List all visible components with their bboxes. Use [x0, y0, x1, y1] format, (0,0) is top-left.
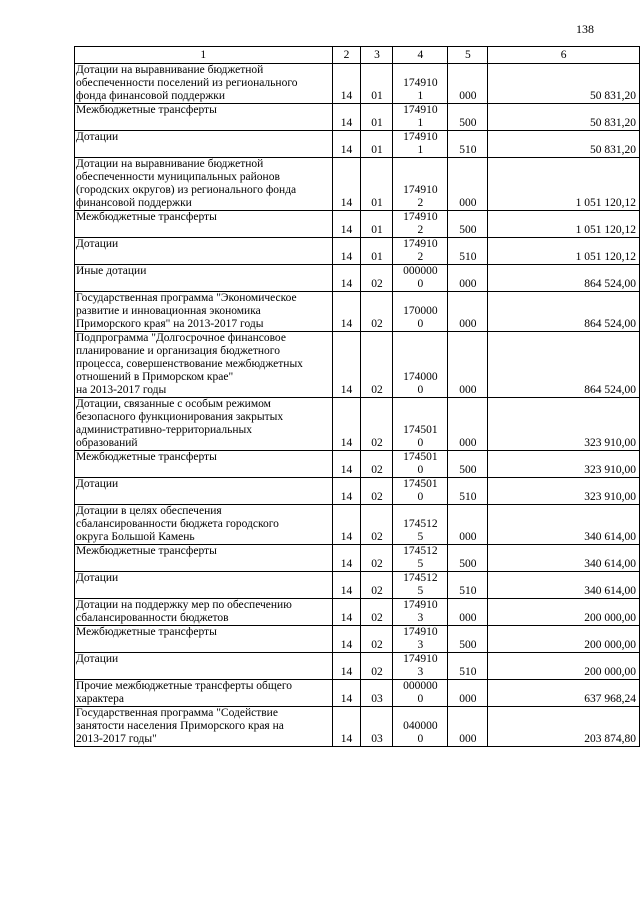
- row-name-cell: Прочие межбюджетные трансферты общего характера: [75, 680, 333, 707]
- row-section-cell: 14: [332, 653, 361, 680]
- row-target-code-cell: 174910 2: [393, 211, 448, 238]
- header-col-2: 2: [332, 47, 361, 64]
- row-subsection-cell: 02: [361, 653, 393, 680]
- row-subsection-cell: 03: [361, 707, 393, 747]
- row-target-code-cell: 174501 0: [393, 478, 448, 505]
- row-section-cell: 14: [332, 238, 361, 265]
- row-target-code-cell: 040000 0: [393, 707, 448, 747]
- row-target-code-cell: 174501 0: [393, 398, 448, 451]
- row-subsection-cell: 01: [361, 211, 393, 238]
- table-row: [75, 238, 640, 265]
- table-row: [75, 292, 640, 332]
- row-target-code-cell: 170000 0: [393, 292, 448, 332]
- row-section-cell: 14: [332, 505, 361, 545]
- row-amount-cell: 1 051 120,12: [488, 238, 640, 265]
- row-section-cell: 14: [332, 64, 361, 104]
- row-name-cell: Дотации в целях обеспечения сбалансированности бюджета городского округа Большой Камень: [75, 505, 333, 545]
- row-expense-type-cell: 510: [448, 653, 488, 680]
- table-row: [75, 211, 640, 238]
- row-section-cell: 14: [332, 626, 361, 653]
- row-amount-cell: 50 831,20: [488, 104, 640, 131]
- row-section-cell: 14: [332, 451, 361, 478]
- table-row: [75, 398, 640, 451]
- table-row: [75, 572, 640, 599]
- header-col-5: 5: [448, 47, 488, 64]
- row-name-cell: Государственная программа "Экономическое развитие и инновационная экономика Приморского края" на 2013-2017 годы: [75, 292, 333, 332]
- row-subsection-cell: 02: [361, 292, 393, 332]
- row-section-cell: 14: [332, 398, 361, 451]
- table-row: [75, 64, 640, 104]
- row-subsection-cell: 02: [361, 599, 393, 626]
- row-expense-type-cell: 500: [448, 104, 488, 131]
- row-expense-type-cell: 000: [448, 292, 488, 332]
- table-row: [75, 131, 640, 158]
- row-subsection-cell: 02: [361, 265, 393, 292]
- table-header-row: [75, 47, 640, 64]
- row-target-code-cell: 174512 5: [393, 572, 448, 599]
- row-name-cell: Межбюджетные трансферты: [75, 626, 333, 653]
- row-expense-type-cell: 500: [448, 626, 488, 653]
- row-subsection-cell: 02: [361, 626, 393, 653]
- row-subsection-cell: 01: [361, 104, 393, 131]
- row-name-cell: Дотации: [75, 572, 333, 599]
- row-target-code-cell: 000000 0: [393, 265, 448, 292]
- header-col-6: 6: [488, 47, 640, 64]
- row-amount-cell: 323 910,00: [488, 451, 640, 478]
- row-name-cell: Дотации на выравнивание бюджетной обеспеченности муниципальных районов (городских округов) из регионального фонда финансовой поддержки: [75, 158, 333, 211]
- row-section-cell: 14: [332, 680, 361, 707]
- budget-table: [74, 46, 640, 747]
- row-name-cell: Межбюджетные трансферты: [75, 451, 333, 478]
- row-name-cell: Иные дотации: [75, 265, 333, 292]
- row-subsection-cell: 01: [361, 238, 393, 265]
- row-name-cell: Межбюджетные трансферты: [75, 104, 333, 131]
- row-target-code-cell: 174910 1: [393, 131, 448, 158]
- row-name-cell: Дотации на выравнивание бюджетной обеспеченности поселений из регионального фонда финансовой поддержки: [75, 64, 333, 104]
- row-section-cell: 14: [332, 104, 361, 131]
- row-expense-type-cell: 500: [448, 211, 488, 238]
- table-row: [75, 680, 640, 707]
- row-expense-type-cell: 000: [448, 707, 488, 747]
- row-subsection-cell: 01: [361, 131, 393, 158]
- table-row: [75, 505, 640, 545]
- row-name-cell: Подпрограмма "Долгосрочное финансовое планирование и организация бюджетного процесса, совершенствование межбюджетных отношений в Приморском крае" на 2013-2017 годы: [75, 332, 333, 398]
- row-amount-cell: 50 831,20: [488, 64, 640, 104]
- row-section-cell: 14: [332, 478, 361, 505]
- row-expense-type-cell: 000: [448, 599, 488, 626]
- row-section-cell: 14: [332, 211, 361, 238]
- row-amount-cell: 864 524,00: [488, 332, 640, 398]
- row-section-cell: 14: [332, 599, 361, 626]
- row-amount-cell: 323 910,00: [488, 478, 640, 505]
- row-name-cell: Дотации: [75, 478, 333, 505]
- row-target-code-cell: 174910 3: [393, 653, 448, 680]
- row-target-code-cell: 174910 3: [393, 599, 448, 626]
- row-section-cell: 14: [332, 572, 361, 599]
- row-name-cell: Межбюджетные трансферты: [75, 211, 333, 238]
- table-row: [75, 158, 640, 211]
- header-col-3: 3: [361, 47, 393, 64]
- row-subsection-cell: 01: [361, 158, 393, 211]
- table-row: [75, 707, 640, 747]
- row-subsection-cell: 02: [361, 545, 393, 572]
- row-target-code-cell: 174000 0: [393, 332, 448, 398]
- row-expense-type-cell: 000: [448, 64, 488, 104]
- row-amount-cell: 864 524,00: [488, 265, 640, 292]
- row-target-code-cell: 174910 1: [393, 104, 448, 131]
- row-expense-type-cell: 000: [448, 332, 488, 398]
- row-expense-type-cell: 500: [448, 545, 488, 572]
- row-subsection-cell: 02: [361, 478, 393, 505]
- table-row: [75, 653, 640, 680]
- row-amount-cell: 340 614,00: [488, 505, 640, 545]
- row-expense-type-cell: 510: [448, 478, 488, 505]
- row-amount-cell: 340 614,00: [488, 572, 640, 599]
- page-number: 138: [576, 22, 594, 36]
- row-expense-type-cell: 000: [448, 158, 488, 211]
- table-row: [75, 545, 640, 572]
- header-col-1: 1: [75, 47, 333, 64]
- table-row: [75, 332, 640, 398]
- table-row: [75, 265, 640, 292]
- row-section-cell: 14: [332, 707, 361, 747]
- row-expense-type-cell: 510: [448, 572, 488, 599]
- table-row: [75, 478, 640, 505]
- row-target-code-cell: 174512 5: [393, 545, 448, 572]
- row-name-cell: Дотации: [75, 653, 333, 680]
- table-row: [75, 104, 640, 131]
- table-body: [75, 64, 640, 747]
- row-expense-type-cell: 000: [448, 398, 488, 451]
- row-expense-type-cell: 000: [448, 680, 488, 707]
- row-amount-cell: 203 874,80: [488, 707, 640, 747]
- row-subsection-cell: 02: [361, 572, 393, 599]
- row-expense-type-cell: 000: [448, 505, 488, 545]
- row-amount-cell: 200 000,00: [488, 626, 640, 653]
- row-expense-type-cell: 500: [448, 451, 488, 478]
- row-amount-cell: 323 910,00: [488, 398, 640, 451]
- header-col-4: 4: [393, 47, 448, 64]
- row-name-cell: Дотации: [75, 131, 333, 158]
- row-name-cell: Дотации: [75, 238, 333, 265]
- row-amount-cell: 637 968,24: [488, 680, 640, 707]
- table-row: [75, 599, 640, 626]
- row-target-code-cell: 174910 3: [393, 626, 448, 653]
- table-row: [75, 626, 640, 653]
- row-subsection-cell: 02: [361, 398, 393, 451]
- table-row: [75, 451, 640, 478]
- row-amount-cell: 50 831,20: [488, 131, 640, 158]
- row-amount-cell: 200 000,00: [488, 653, 640, 680]
- row-target-code-cell: 174910 2: [393, 158, 448, 211]
- row-section-cell: 14: [332, 158, 361, 211]
- row-amount-cell: 200 000,00: [488, 599, 640, 626]
- row-amount-cell: 864 524,00: [488, 292, 640, 332]
- row-subsection-cell: 03: [361, 680, 393, 707]
- row-amount-cell: 340 614,00: [488, 545, 640, 572]
- row-amount-cell: 1 051 120,12: [488, 211, 640, 238]
- row-name-cell: Дотации, связанные с особым режимом безопасного функционирования закрытых административно-территориальных образований: [75, 398, 333, 451]
- row-name-cell: Дотации на поддержку мер по обеспечению сбалансированности бюджетов: [75, 599, 333, 626]
- row-expense-type-cell: 000: [448, 265, 488, 292]
- row-expense-type-cell: 510: [448, 131, 488, 158]
- row-target-code-cell: 174501 0: [393, 451, 448, 478]
- row-subsection-cell: 02: [361, 451, 393, 478]
- row-amount-cell: 1 051 120,12: [488, 158, 640, 211]
- row-section-cell: 14: [332, 332, 361, 398]
- row-section-cell: 14: [332, 131, 361, 158]
- row-subsection-cell: 01: [361, 64, 393, 104]
- row-expense-type-cell: 510: [448, 238, 488, 265]
- row-section-cell: 14: [332, 292, 361, 332]
- row-section-cell: 14: [332, 265, 361, 292]
- row-subsection-cell: 02: [361, 505, 393, 545]
- row-name-cell: Государственная программа "Содействие занятости населения Приморского края на 2013-2017 годы": [75, 707, 333, 747]
- row-name-cell: Межбюджетные трансферты: [75, 545, 333, 572]
- row-target-code-cell: 174910 2: [393, 238, 448, 265]
- row-target-code-cell: 174512 5: [393, 505, 448, 545]
- row-target-code-cell: 174910 1: [393, 64, 448, 104]
- row-section-cell: 14: [332, 545, 361, 572]
- row-target-code-cell: 000000 0: [393, 680, 448, 707]
- row-subsection-cell: 02: [361, 332, 393, 398]
